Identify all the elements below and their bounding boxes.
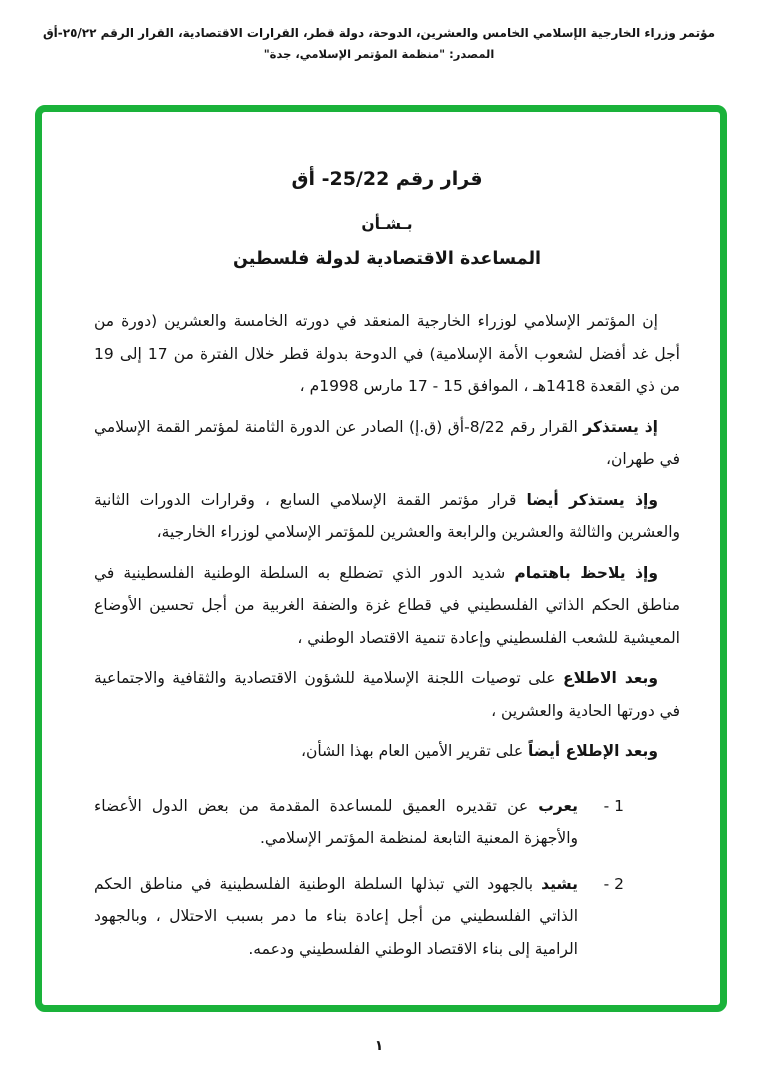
item-2-paragraph — [94, 868, 578, 966]
preamble-6-text: على تقرير الأمين العام بهذا الشأن، — [300, 742, 528, 760]
item-2-text: بالجهود التي تبذلها السلطة الوطنية الفلسطينية في مناطق الحكم الذاتي الفلسطيني من أجل إعادة بناء ما دمر بسبب الاحتلال ، وبالجهود الرامية إلى بناء الاقتصاد الوطني الفلسطيني ودعمه. — [94, 874, 578, 958]
preamble-3-lead: وإذ يستذكر أيضا — [526, 490, 658, 509]
preamble-2-lead: إذ يستذكر — [583, 417, 658, 436]
operative-item-2 — [94, 868, 680, 966]
operative-items — [94, 790, 680, 966]
preamble-6-lead: وبعد الإطلاع أيضاً — [528, 742, 658, 760]
preamble-paragraph-3 — [94, 484, 680, 549]
preamble-paragraph-4 — [94, 557, 680, 655]
item-1-paragraph — [94, 790, 578, 855]
header-source-line: مؤتمر وزراء الخارجية الإسلامي الخامس والعشرين، الدوحة، دولة قطر، القرارات الاقتصادية، القرار الرقم ٢٥/٢٢-أق — [42, 26, 716, 40]
title-block — [94, 168, 680, 269]
resolution-regarding: بـشـأن — [361, 215, 413, 233]
preamble-paragraph-1 — [94, 305, 680, 403]
item-2-number: 2 - — [603, 874, 624, 893]
resolution-body — [94, 305, 680, 965]
document-header — [0, 26, 758, 61]
item-1-lead: يعرب — [538, 796, 578, 815]
header-publisher-line: المصدر: "منظمة المؤتمر الإسلامي، جدة" — [263, 47, 495, 61]
preamble-2-text: القرار رقم 8/22-أق (ق.إ) الصادر عن الدورة الثامنة لمؤتمر القمة الإسلامي في طهران، — [94, 417, 680, 468]
preamble-1-text: إن المؤتمر الإسلامي لوزراء الخارجية المنعقد في دورته الخامسة والعشرين (دورة من أجل غد أفضل لشعوب الأمة الإسلامية) في الدوحة بدولة قطر خلال الفترة من 17 إلى 19 من ذي القعدة 1418هـ ، الموافق 15 - 17 مارس 1998م ، — [94, 312, 680, 395]
preamble-paragraph-2 — [94, 411, 680, 476]
green-border-frame — [35, 105, 727, 1012]
preamble-paragraph-6 — [94, 735, 680, 768]
preamble-paragraph-5 — [94, 662, 680, 727]
item-2-lead: يشيد — [541, 874, 578, 893]
resolution-subject: المساعدة الاقتصادية لدولة فلسطين — [232, 249, 542, 269]
preamble-5-text: على توصيات اللجنة الإسلامية للشؤون الاقتصادية والثقافية والاجتماعية في دورتها الحادية والعشرين ، — [94, 669, 680, 720]
page-number: ١ — [374, 1038, 384, 1054]
preamble-3-text: قرار مؤتمر القمة الإسلامي السابع ، وقرارات الدورات الثانية والعشرين والثالثة والعشرين والرابعة والعشرين للمؤتمر الإسلامي لوزراء الخارجية، — [94, 490, 680, 541]
item-1-text: عن تقديره العميق للمساعدة المقدمة من بعض الدول الأعضاء والأجهزة المعنية التابعة لمنظمة المؤتمر الإسلامي. — [94, 796, 578, 847]
preamble-4-text: شديد الدور الذي تضطلع به السلطة الوطنية الفلسطينية في مناطق الحكم الذاتي الفلسطيني في قطاع غزة والضفة الغربية من أجل تحسين الأوضاع المعيشية للشعب الفلسطيني وإعادة تنمية الاقتصاد الوطني ، — [94, 563, 680, 647]
resolution-number-title: قرار رقم 25/22- أق — [291, 168, 483, 190]
operative-item-1 — [94, 790, 680, 855]
preamble-4-lead: وإذ يلاحظ باهتمام — [514, 563, 658, 582]
item-1-number: 1 - — [603, 796, 624, 815]
preamble-5-lead: وبعد الاطلاع — [563, 669, 658, 687]
